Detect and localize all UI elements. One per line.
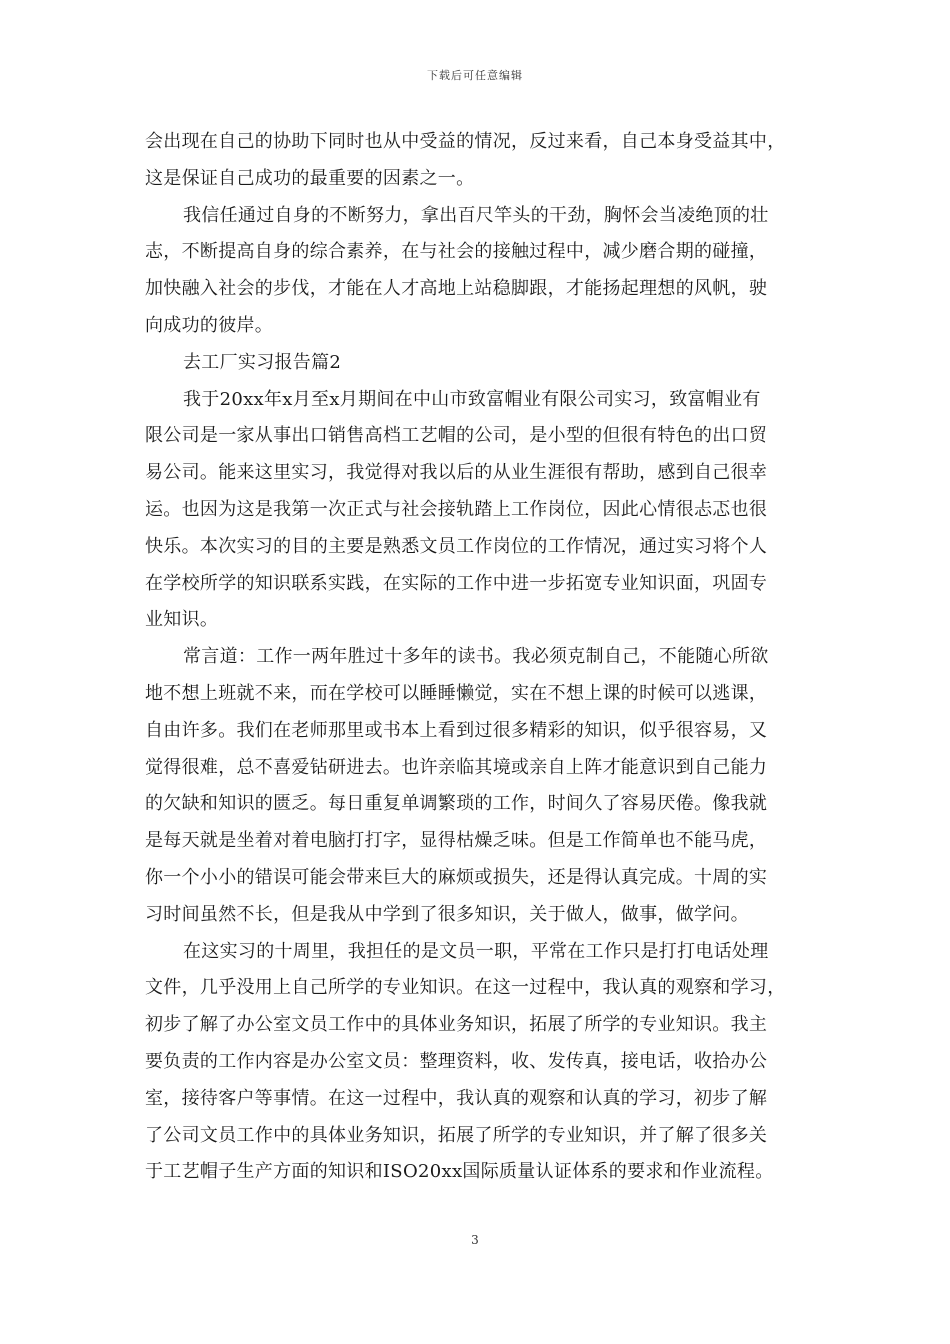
text-line: 觉得很难，总不喜爱钻研进去。也许亲临其境或亲自上阵才能意识到自己能力 <box>145 756 768 778</box>
document-body <box>145 124 820 1191</box>
text-line: 会出现在自己的协助下同时也从中受益的情况，反过来看，自己本身受益其中， <box>145 131 786 152</box>
text-line: 地不想上班就不来，而在学校可以睡睡懒觉，实在不想上课的时候可以逃课， <box>145 682 768 704</box>
text-line: 向成功的彼岸。 <box>145 314 274 336</box>
text-line: 的欠缺和知识的匮乏。每日重复单调繁琐的工作，时间久了容易厌倦。像我就 <box>145 793 768 815</box>
text-line: 你一个小小的错误可能会带来巨大的麻烦或损失，还是得认真完成。十周的实 <box>145 866 768 888</box>
page-header: 下载后可任意编辑 <box>427 69 523 82</box>
text-line: 是每天就是坐着对着电脑打打字，显得枯燥乏味。但是工作简单也不能马虎， <box>145 830 768 852</box>
text-line: 去工厂实习报告篇2 <box>183 351 342 373</box>
text-line: 易公司。能来这里实习，我觉得对我以后的从业生涯很有帮助，感到自己很幸 <box>145 462 768 484</box>
text-line: 加快融入社会的步伐，才能在人才高地上站稳脚跟，才能扬起理想的风帆，驶 <box>145 278 768 300</box>
text-line: 于工艺帽子生产方面的知识和ISO20xx国际质量认证体系的要求和作业流程。 <box>145 1161 774 1183</box>
text-line: 我于20xx年x月至x月期间在中山市致富帽业有限公司实习，致富帽业有 <box>183 388 761 410</box>
text-line: 我信任通过自身的不断努力，拿出百尺竿头的干劲，胸怀会当凌绝顶的壮 <box>183 204 769 226</box>
text-line: 运。也因为这是我第一次正式与社会接轨踏上工作岗位，因此心情很忐忑也很 <box>145 498 768 520</box>
text-line: 初步了解了办公室文员工作中的具体业务知识，拓展了所学的专业知识。我主 <box>145 1014 768 1036</box>
text-line: 业知识。 <box>145 609 219 631</box>
text-line: 自由许多。我们在老师那里或书本上看到过很多精彩的知识，似乎很容易，又 <box>145 719 768 741</box>
text-line: 习时间虽然不长，但是我从中学到了很多知识，关于做人，做事，做学问。 <box>145 903 749 925</box>
text-line: 志，不断提高自身的综合素养，在与社会的接触过程中，减少磨合期的碰撞， <box>145 241 768 263</box>
text-line: 限公司是一家从事出口销售高档工艺帽的公司，是小型的但很有特色的出口贸 <box>145 425 768 447</box>
text-line: 文件，几乎没用上自己所学的专业知识。在这一过程中，我认真的观察和学习， <box>145 977 786 999</box>
text-line: 要负责的工作内容是办公室文员：整理资料，收、发传真，接电话，收拾办公 <box>145 1050 768 1072</box>
page-number: 3 <box>471 1233 479 1247</box>
text-line: 快乐。本次实习的目的主要是熟悉文员工作岗位的工作情况，通过实习将个人 <box>145 535 768 557</box>
text-line: 在学校所学的知识联系实践，在实际的工作中进一步拓宽专业知识面，巩固专 <box>145 572 768 594</box>
text-line: 在这实习的十周里，我担任的是文员一职，平常在工作只是打打电话处理 <box>183 940 769 962</box>
text-line: 了公司文员工作中的具体业务知识，拓展了所学的专业知识，并了解了很多关 <box>145 1124 768 1146</box>
text-line: 常言道：工作一两年胜过十多年的读书。我必须克制自己，不能随心所欲 <box>183 646 769 668</box>
text-line: 室，接待客户等事情。在这一过程中，我认真的观察和认真的学习，初步了解 <box>145 1087 768 1109</box>
text-line: 这是保证自己成功的最重要的因素之一。 <box>145 167 475 189</box>
